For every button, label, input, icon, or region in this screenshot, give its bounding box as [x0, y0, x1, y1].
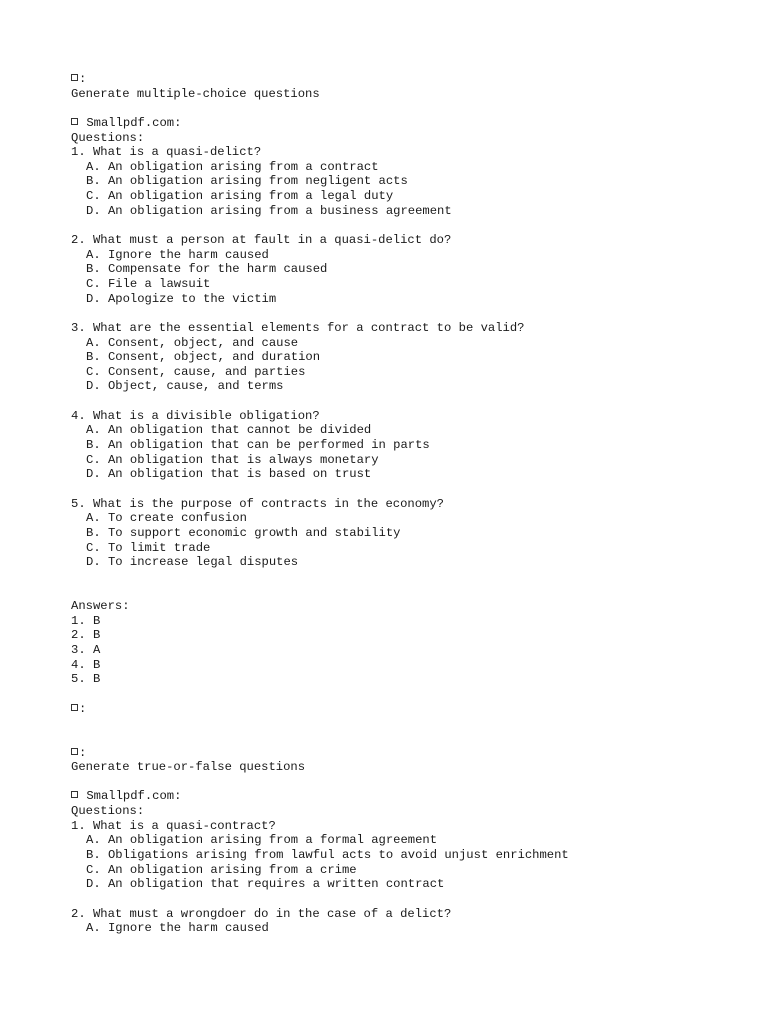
assistant-icon	[71, 791, 78, 798]
assistant-label-line: Smallpdf.com:	[71, 116, 751, 131]
question-text: 4. What is a divisible obligation?	[71, 408, 320, 423]
assistant-label-line: Smallpdf.com:	[71, 789, 751, 804]
option: B. Consent, object, and duration	[86, 350, 321, 365]
questions-heading: Questions:	[71, 804, 145, 819]
question-text: 1. What is a quasi-delict?	[71, 145, 262, 160]
question-text: 3. What are the essential elements for a contract to be valid?	[71, 320, 525, 335]
option: A. Consent, object, and cause	[86, 335, 299, 350]
option: B. Compensate for the harm caused	[86, 262, 328, 277]
option: D. Object, cause, and terms	[86, 379, 284, 394]
option: C. To limit trade	[86, 540, 211, 555]
option: A. To create confusion	[86, 511, 247, 526]
answer-line: 5. B	[71, 672, 101, 687]
option: A. An obligation that cannot be divided	[86, 423, 372, 438]
option: A. An obligation arising from a formal agreement	[86, 833, 438, 848]
option: C. File a lawsuit	[86, 276, 211, 291]
document-body	[71, 72, 751, 936]
option: C. An obligation arising from a crime	[86, 862, 357, 877]
question-text: 5. What is the purpose of contracts in the economy?	[71, 496, 444, 511]
option: B. Obligations arising from lawful acts to avoid unjust enrichment	[86, 847, 569, 862]
question-text: 2. What must a person at fault in a quasi-delict do?	[71, 233, 452, 248]
option: B. An obligation that can be performed in parts	[86, 438, 430, 453]
user-icon	[71, 74, 78, 81]
answer-line: 3. A	[71, 643, 101, 657]
prompt-text: Generate multiple-choice questions	[71, 86, 320, 101]
option: C. An obligation that is always monetary	[86, 452, 379, 467]
question-text: 1. What is a quasi-contract?	[71, 818, 276, 833]
option: D. An obligation arising from a business agreement	[86, 203, 452, 218]
option: B. An obligation arising from negligent acts	[86, 174, 408, 189]
answer-line: 4. B	[71, 657, 101, 672]
option: A. Ignore the harm caused	[86, 247, 269, 262]
questions-heading: Questions:	[71, 130, 145, 145]
option: A. Ignore the harm caused	[86, 921, 269, 936]
option: B. To support economic growth and stability	[86, 525, 401, 540]
user-label-line: :	[71, 72, 751, 87]
answers-heading: Answers:	[71, 599, 130, 614]
option: C. An obligation arising from a legal duty	[86, 189, 394, 204]
option: D. To increase legal disputes	[86, 555, 299, 570]
prompt-text: Generate true-or-false questions	[71, 760, 306, 775]
option: A. An obligation arising from a contract	[86, 159, 379, 174]
assistant-icon	[71, 118, 78, 125]
user-icon	[71, 704, 78, 711]
option: D. Apologize to the victim	[86, 291, 277, 306]
option: D. An obligation that is based on trust	[86, 467, 372, 482]
option: C. Consent, cause, and parties	[86, 364, 306, 379]
question-text: 2. What must a wrongdoer do in the case of a delict?	[71, 906, 452, 921]
user-label-line: :	[71, 746, 751, 761]
user-icon	[71, 748, 78, 755]
trailing-label-line: :	[71, 702, 751, 717]
option: D. An obligation that requires a written contract	[86, 877, 445, 892]
answer-line: 1. B	[71, 613, 101, 628]
answer-line: 2. B	[71, 628, 101, 643]
